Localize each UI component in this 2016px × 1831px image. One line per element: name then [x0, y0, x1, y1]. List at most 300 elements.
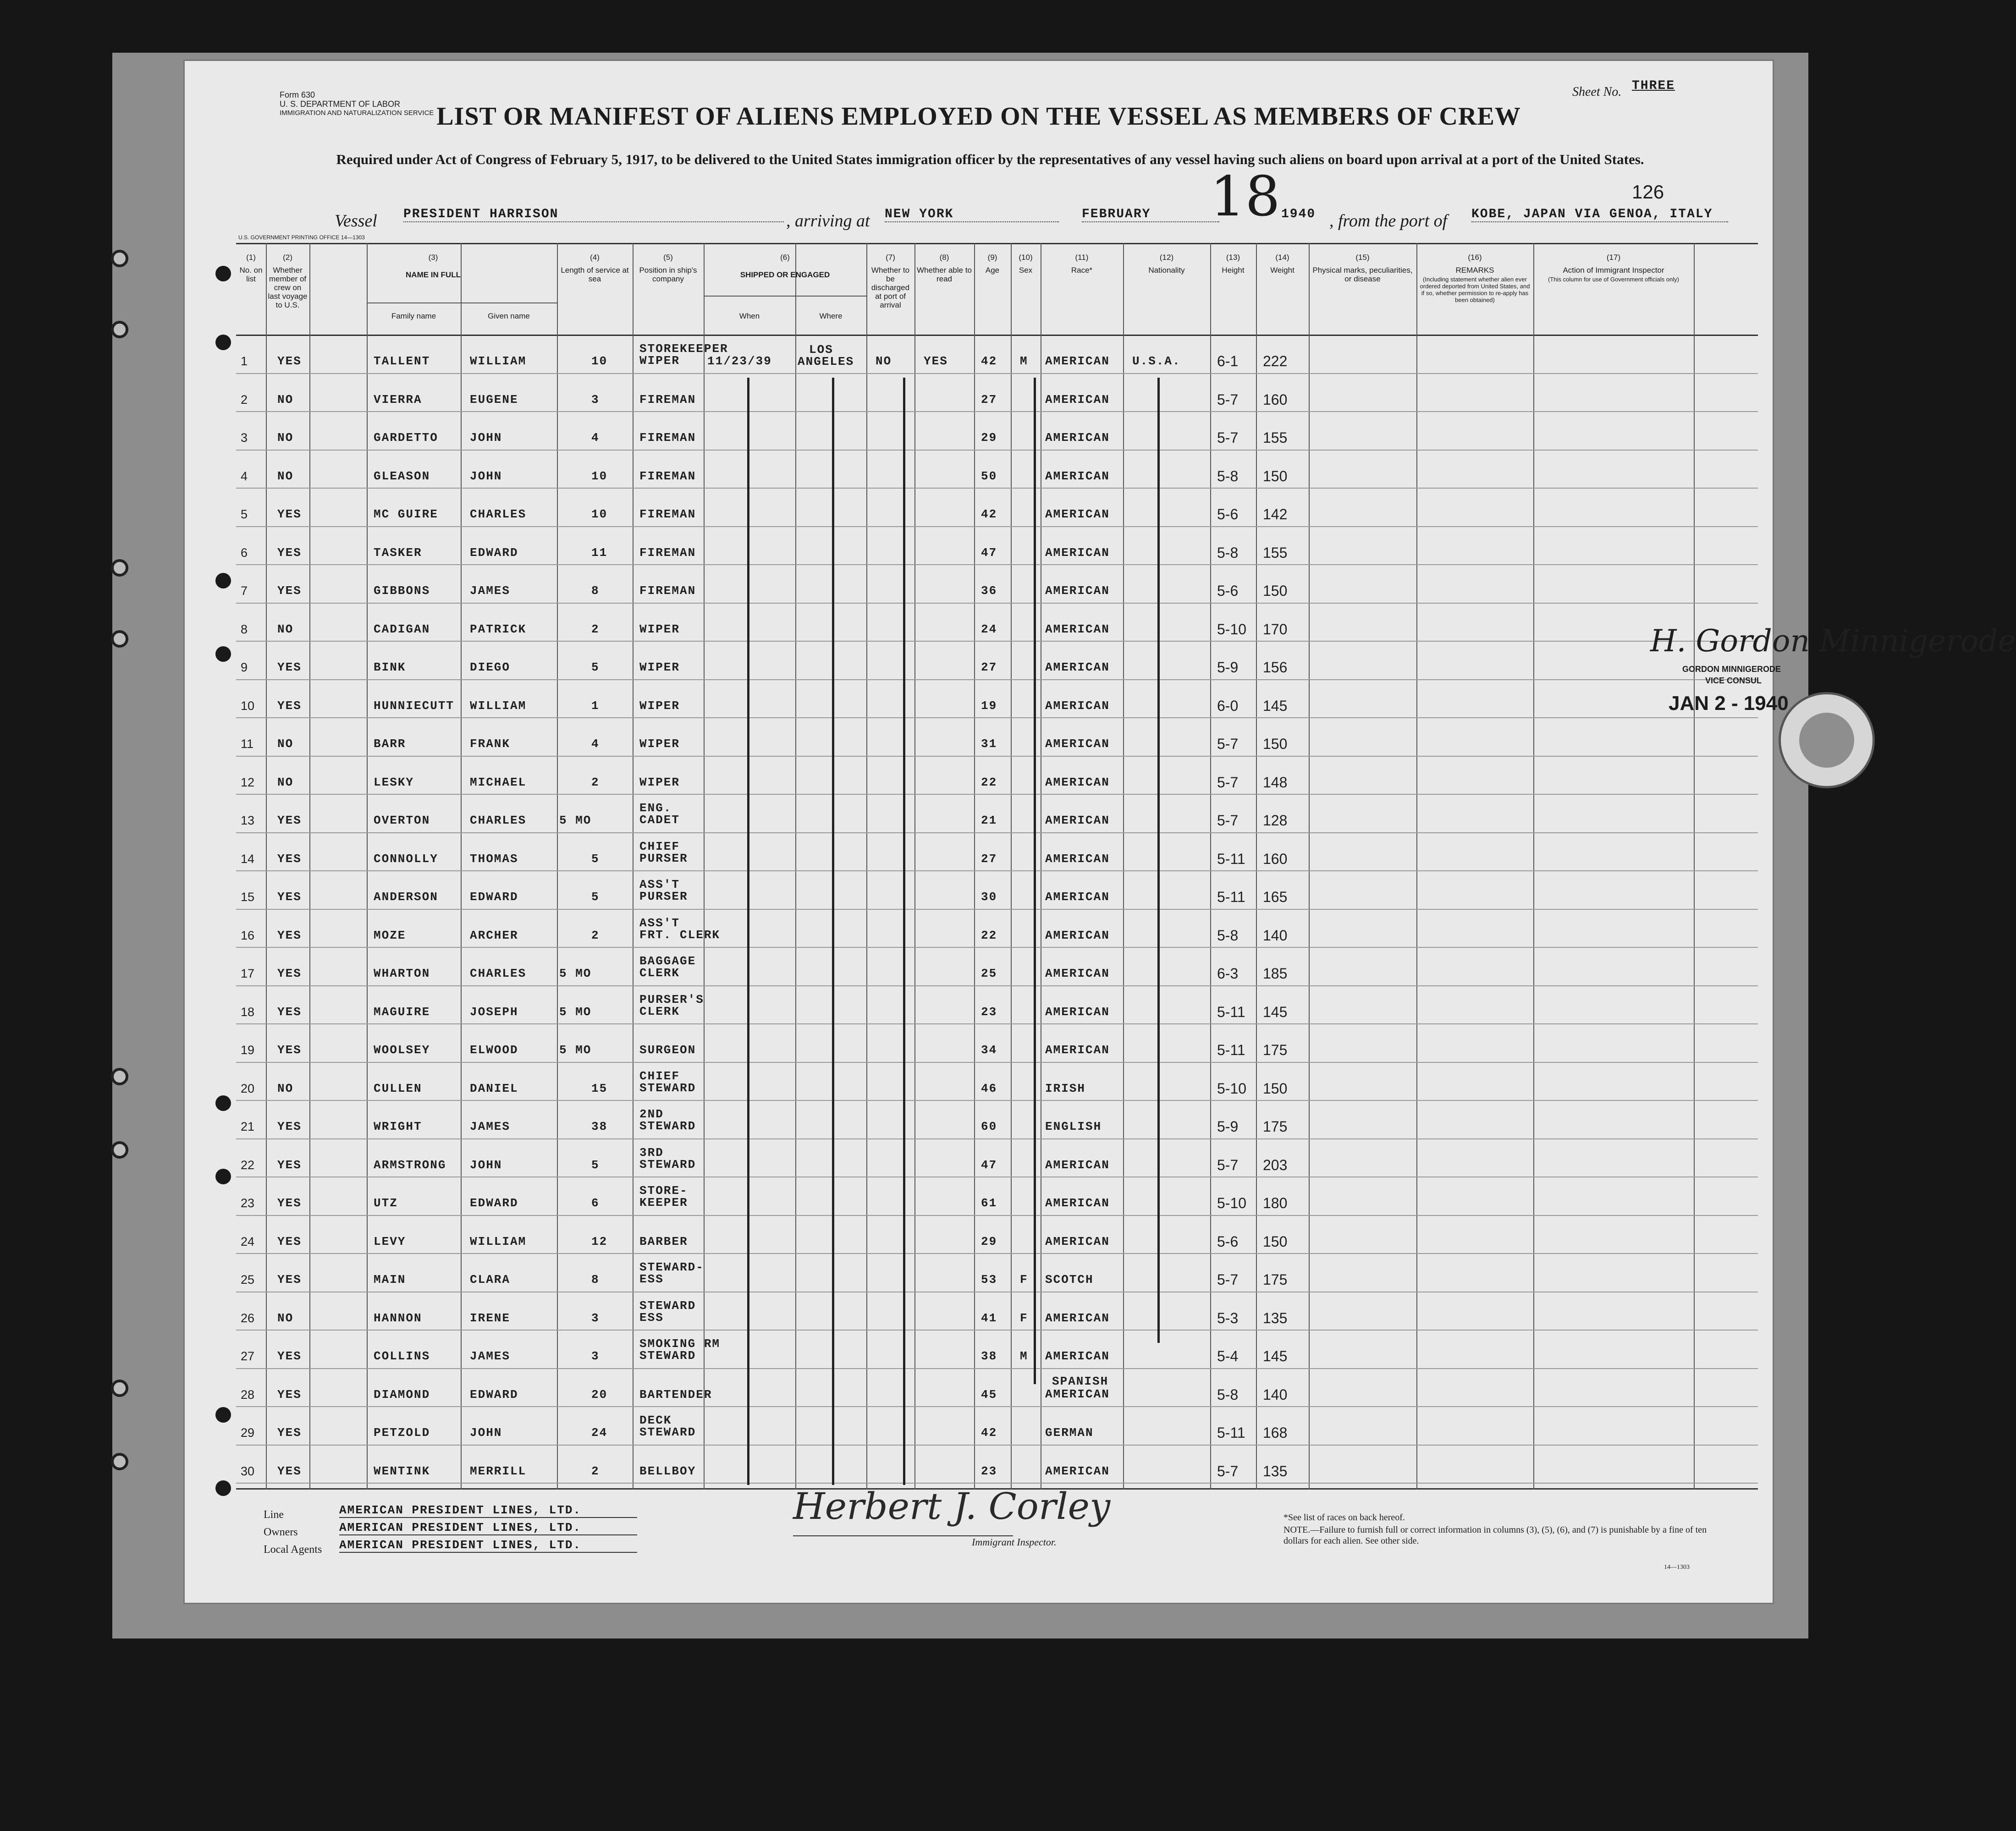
age: 21 [981, 814, 997, 827]
given-name: EDWARD [470, 1387, 518, 1402]
previous-voyage: NO [277, 1081, 294, 1095]
column-number: (2) [283, 253, 292, 262]
remarks-note: (Including statement whether alien ever ordered deported from United States, and if so, whether permission to re-apply has been obtained) [1420, 276, 1530, 303]
punch-hole [215, 266, 231, 281]
column-number: (15) [1355, 253, 1370, 262]
from-port: KOBE, JAPAN VIA GENOA, ITALY [1471, 207, 1728, 222]
race: AMERICAN [1045, 1349, 1110, 1363]
document-title: LIST OR MANIFEST OF ALIENS EMPLOYED ON THE VESSEL AS MEMBERS OF CREW [436, 102, 1521, 131]
service-length: 24 [591, 1426, 608, 1440]
column-divider [309, 243, 310, 1490]
weight: 203 [1263, 1156, 1288, 1173]
race: AMERICAN [1045, 431, 1110, 445]
given-name: EDWARD [470, 1196, 518, 1210]
race: AMERICAN [1045, 545, 1110, 560]
family-name: PETZOLD [374, 1426, 430, 1440]
position: ESS [639, 1272, 664, 1286]
given-name: WILLIAM [470, 698, 527, 713]
age: 34 [981, 1043, 997, 1057]
row-number: 13 [241, 814, 255, 827]
height: 5-11 [1217, 850, 1245, 867]
previous-voyage: YES [277, 1234, 302, 1248]
weight: 140 [1263, 927, 1288, 944]
column-divider [1309, 243, 1310, 1490]
race: AMERICAN [1045, 1158, 1110, 1172]
previous-voyage: YES [277, 1158, 302, 1172]
service-length: 15 [591, 1081, 608, 1095]
column-divider [704, 243, 705, 1490]
previous-voyage: YES [277, 354, 302, 368]
position: BARTENDER [639, 1387, 712, 1402]
column-header: SHIPPED OR ENGAGED [740, 270, 830, 279]
weight: 155 [1263, 544, 1288, 561]
family-name: MAGUIRE [374, 1005, 430, 1019]
arrival-port: NEW YORK [885, 207, 1059, 222]
height: 5-7 [1217, 391, 1239, 408]
family-name: COLLINS [374, 1349, 430, 1363]
height: 6-1 [1217, 353, 1239, 369]
age: 50 [981, 469, 997, 483]
column-number: (17) [1606, 253, 1621, 262]
service-length: 4 [591, 431, 600, 445]
row-number: 21 [241, 1120, 255, 1133]
ditto-mark [903, 378, 905, 1485]
family-name: WRIGHT [374, 1120, 422, 1133]
height: 5-11 [1217, 1042, 1245, 1058]
race: AMERICAN [1045, 392, 1110, 407]
row-number: 24 [241, 1234, 255, 1248]
position: PURSER'S [639, 992, 704, 1006]
position: WIPER [639, 698, 680, 713]
column-header: Position in ship's company [639, 266, 697, 283]
agents-value: AMERICAN PRESIDENT LINES, LTD. [339, 1538, 637, 1553]
given-name: MERRILL [470, 1464, 527, 1478]
family-name: WENTINK [374, 1464, 430, 1478]
previous-voyage: YES [277, 1387, 302, 1402]
sub-header-when: When [739, 312, 760, 320]
family-name: BINK [374, 660, 406, 674]
age: 22 [981, 928, 997, 942]
binder-hole [111, 630, 128, 648]
age: 61 [981, 1196, 997, 1210]
agents-label: Local Agents [264, 1544, 322, 1556]
row-number: 16 [241, 928, 255, 942]
given-name: EDWARD [470, 545, 518, 560]
position: STEWARD- [639, 1260, 704, 1274]
row-divider [236, 1368, 1758, 1369]
race: AMERICAN [1045, 967, 1110, 980]
height: 5-8 [1217, 544, 1239, 561]
height: 5-11 [1217, 889, 1245, 905]
weight: 160 [1263, 850, 1288, 867]
row-divider [236, 1483, 1758, 1484]
column-number: (7) [886, 253, 895, 262]
binder-hole [111, 1453, 128, 1470]
family-name: UTZ [374, 1196, 398, 1210]
row-divider [236, 1330, 1758, 1331]
previous-voyage: YES [277, 852, 302, 866]
position: PURSER [639, 851, 688, 865]
height: 5-10 [1217, 1080, 1247, 1097]
line-value: AMERICAN PRESIDENT LINES, LTD. [339, 1503, 637, 1518]
height: 5-7 [1217, 429, 1239, 446]
age: 46 [981, 1081, 997, 1095]
height: 5-9 [1217, 659, 1239, 676]
punch-hole [215, 1169, 231, 1184]
column-header: Nationality [1148, 266, 1185, 275]
given-name: WILLIAM [470, 1234, 527, 1248]
row-divider [236, 1406, 1758, 1407]
row-divider [236, 450, 1758, 451]
row-number: 10 [241, 698, 255, 713]
service-length: 6 [591, 1196, 600, 1210]
family-name: TASKER [374, 545, 422, 560]
consul-date: JAN 2 - 1940 [1669, 692, 1789, 715]
given-name: JAMES [470, 1349, 511, 1363]
consul-name: GORDON MINNIGERODE [1682, 665, 1781, 674]
given-name: JOHN [470, 1158, 502, 1172]
row-divider [236, 1062, 1758, 1063]
family-name: HANNON [374, 1311, 422, 1325]
previous-voyage: YES [277, 1196, 302, 1210]
age: 42 [981, 1426, 997, 1440]
binder-hole [111, 1380, 128, 1397]
sex: F [1020, 1273, 1028, 1287]
column-divider [266, 243, 267, 1490]
given-name: JOHN [470, 469, 502, 483]
previous-voyage: NO [277, 775, 294, 789]
row-divider [236, 564, 1758, 565]
age: 19 [981, 698, 997, 713]
previous-voyage: YES [277, 584, 302, 598]
discharged: NO [876, 354, 892, 368]
family-name: DIAMOND [374, 1387, 430, 1402]
previous-voyage: YES [277, 1120, 302, 1133]
row-divider [236, 1253, 1758, 1254]
height: 5-11 [1217, 1003, 1245, 1020]
ditto-mark [747, 378, 749, 1485]
family-name: GLEASON [374, 469, 430, 483]
position: STEWARD [639, 1349, 696, 1363]
row-divider [236, 832, 1758, 833]
column-divider [914, 243, 915, 1490]
service-length: 1 [591, 698, 600, 713]
age: 38 [981, 1349, 997, 1363]
row-divider [236, 1138, 1758, 1139]
inspector-signature: Herbert J. Corley [793, 1485, 1111, 1528]
position: WIPER [639, 354, 680, 368]
weight: 148 [1263, 774, 1288, 791]
age: 25 [981, 967, 997, 980]
weight: 150 [1263, 1233, 1288, 1250]
age: 41 [981, 1311, 997, 1325]
age: 31 [981, 737, 997, 751]
previous-voyage: NO [277, 431, 294, 445]
column-divider [557, 243, 558, 1490]
service-length: 5 [591, 890, 600, 904]
service-length: 10 [591, 354, 608, 368]
manifest-sheet [183, 60, 2016, 1604]
age: 29 [981, 1234, 997, 1248]
weight: 160 [1263, 391, 1288, 408]
column-header: Whether member of crew on last voyage to U.S. [268, 266, 308, 309]
row-divider [236, 1215, 1758, 1216]
row-divider [236, 411, 1758, 412]
given-name: CHARLES [470, 814, 527, 827]
nationality: U.S.A. [1132, 354, 1181, 368]
height: 5-7 [1217, 774, 1239, 791]
race: AMERICAN [1045, 1234, 1110, 1248]
row-number: 28 [241, 1387, 255, 1402]
age: 45 [981, 1387, 997, 1402]
service-length: 10 [591, 469, 608, 483]
race: AMERICAN [1045, 507, 1110, 521]
header-divider [704, 296, 866, 297]
service-length: 11 [591, 545, 608, 560]
row-number: 7 [241, 584, 248, 598]
family-name: CONNOLLY [374, 852, 438, 866]
sex: F [1020, 1311, 1028, 1325]
row-number: 20 [241, 1081, 255, 1095]
row-number: 1 [241, 354, 248, 368]
punch-hole [215, 573, 231, 588]
row-number: 4 [241, 469, 248, 483]
age: 47 [981, 1158, 997, 1172]
service-length: 5 MO [559, 814, 592, 827]
column-divider [1256, 243, 1257, 1490]
given-name: JOSEPH [470, 1005, 518, 1019]
sub-header-family: Family name [391, 312, 436, 320]
column-divider [1533, 243, 1534, 1490]
column-divider [1210, 243, 1211, 1490]
column-divider [367, 243, 368, 1490]
row-divider [236, 870, 1758, 871]
race: AMERICAN [1045, 814, 1110, 827]
row-number: 12 [241, 775, 255, 789]
family-name: GARDETTO [374, 431, 438, 445]
age: 27 [981, 852, 997, 866]
row-number: 29 [241, 1426, 255, 1440]
position: STEWARD [639, 1425, 696, 1439]
family-name: LEVY [374, 1234, 406, 1248]
family-name: MAIN [374, 1273, 406, 1287]
service-length: 3 [591, 1311, 600, 1325]
service: IMMIGRATION AND NATURALIZATION SERVICE [280, 109, 434, 117]
binder-hole [111, 250, 128, 267]
arrival-day: 18 [1210, 165, 1280, 229]
age: 42 [981, 354, 997, 368]
position: FIREMAN [639, 392, 696, 407]
row-number: 11 [241, 737, 254, 751]
weight: 185 [1263, 965, 1288, 982]
height: 5-10 [1217, 621, 1247, 638]
height: 5-3 [1217, 1309, 1239, 1326]
vessel-name: PRESIDENT HARRISON [403, 207, 784, 222]
family-name: LESKY [374, 775, 414, 789]
height: 5-7 [1217, 1271, 1239, 1288]
column-number: (9) [987, 253, 997, 262]
given-name: CLARA [470, 1273, 511, 1287]
column-divider [974, 243, 975, 1490]
row-number: 19 [241, 1043, 255, 1057]
row-number: 9 [241, 660, 248, 674]
row-number: 8 [241, 622, 248, 636]
punch-hole [215, 1480, 231, 1496]
position: SMOKING RM [639, 1337, 721, 1351]
family-name: ARMSTRONG [374, 1158, 446, 1172]
height: 5-8 [1217, 467, 1239, 484]
age: 30 [981, 890, 997, 904]
row-number: 3 [241, 431, 248, 445]
column-number: (16) [1468, 253, 1482, 262]
binder-hole [111, 1068, 128, 1085]
column-divider [866, 243, 867, 1490]
family-name: MC GUIRE [374, 507, 438, 521]
family-name: MOZE [374, 928, 406, 942]
race: AMERICAN [1045, 622, 1110, 636]
race: AMERICAN [1045, 698, 1110, 713]
service-length: 10 [591, 507, 608, 521]
age: 27 [981, 392, 997, 407]
column-header: REMARKS [1455, 266, 1494, 275]
family-name: GIBBONS [374, 584, 430, 598]
service-length: 4 [591, 737, 600, 751]
form-number: Form 630 [280, 90, 315, 99]
age: 23 [981, 1005, 997, 1019]
height: 5-7 [1217, 812, 1239, 829]
row-number: 22 [241, 1158, 255, 1172]
position: STORE- [639, 1184, 688, 1198]
column-number: (11) [1075, 253, 1089, 262]
sub-header-given: Given name [488, 312, 530, 320]
column-number: (14) [1275, 253, 1289, 262]
column-number: (13) [1226, 253, 1240, 262]
family-name: OVERTON [374, 814, 430, 827]
column-header: Height [1222, 266, 1245, 275]
weight: 175 [1263, 1271, 1288, 1288]
row-divider [236, 1445, 1758, 1446]
previous-voyage: YES [277, 967, 302, 980]
column-number: (12) [1159, 253, 1174, 262]
age: 42 [981, 507, 997, 521]
race: AMERICAN [1045, 660, 1110, 674]
race: GERMAN [1045, 1426, 1094, 1440]
age: 47 [981, 545, 997, 560]
service-length: 2 [591, 928, 600, 942]
age: 36 [981, 584, 997, 598]
position: FIREMAN [639, 469, 696, 483]
position: STEWARD [639, 1119, 696, 1133]
age: 60 [981, 1120, 997, 1133]
column-header: Length of service at sea [561, 266, 629, 283]
position: FIREMAN [639, 507, 696, 521]
family-name: WOOLSEY [374, 1043, 430, 1057]
owners-value: AMERICAN PRESIDENT LINES, LTD. [339, 1521, 637, 1535]
previous-voyage: NO [277, 392, 294, 407]
shipped-where: ANGELES [798, 355, 854, 368]
previous-voyage: NO [277, 737, 294, 751]
sub-header-where: Where [819, 312, 843, 320]
position: 2ND [639, 1107, 664, 1121]
height: 5-8 [1217, 1386, 1239, 1403]
column-divider [1011, 243, 1012, 1490]
position: WIPER [639, 622, 680, 636]
shipped-where: LOS [809, 343, 833, 357]
previous-voyage: YES [277, 660, 302, 674]
previous-voyage: YES [277, 545, 302, 560]
weight: 145 [1263, 697, 1288, 714]
row-divider [236, 1100, 1758, 1101]
given-name: IRENE [470, 1311, 511, 1325]
column-number: (4) [590, 253, 600, 262]
given-name: PATRICK [470, 622, 527, 636]
service-length: 5 MO [559, 1005, 592, 1019]
race: AMERICAN [1045, 852, 1110, 866]
column-divider [1123, 243, 1124, 1490]
position: WIPER [639, 775, 680, 789]
vessel-label: Vessel [335, 211, 377, 231]
service-length: 8 [591, 584, 600, 598]
previous-voyage: NO [277, 1311, 294, 1325]
printing-office: U.S. GOVERNMENT PRINTING OFFICE 14—1303 [238, 234, 365, 241]
department: U. S. DEPARTMENT OF LABOR [280, 99, 401, 109]
service-length: 5 MO [559, 967, 592, 980]
previous-voyage: YES [277, 507, 302, 521]
column-header: Physical marks, peculiarities, or disease [1312, 266, 1413, 283]
header-divider [367, 302, 557, 303]
position: CLERK [639, 1004, 680, 1018]
weight: 150 [1263, 583, 1288, 599]
column-number: (8) [939, 253, 949, 262]
family-name: CADIGAN [374, 622, 430, 636]
column-header: Sex [1019, 266, 1033, 275]
previous-voyage: YES [277, 814, 302, 827]
action-note: (This column for use of Government officials only) [1548, 276, 1679, 283]
height: 5-4 [1217, 1348, 1239, 1364]
height: 5-6 [1217, 1233, 1239, 1250]
row-number: 26 [241, 1311, 255, 1325]
previous-voyage: YES [277, 1273, 302, 1287]
column-number: (1) [246, 253, 256, 262]
given-name: JAMES [470, 1120, 511, 1133]
punch-hole [215, 1095, 231, 1111]
race: AMERICAN [1045, 1043, 1110, 1057]
weight: 180 [1263, 1195, 1288, 1211]
row-divider [236, 488, 1758, 489]
sheet-label: Sheet No. [1572, 85, 1622, 99]
column-header: Age [985, 266, 1000, 275]
position: ASS'T [639, 916, 680, 930]
weight: 170 [1263, 621, 1288, 638]
document-subtitle: Required under Act of Congress of February 5, 1917, to be delivered to the United States immigration officer by the representatives of any vessel having such aliens on board upon arrival at a port of the United States. [336, 151, 1644, 167]
row-number: 15 [241, 890, 255, 904]
consul-signature: H. Gordon Minnigerode [1650, 623, 2016, 659]
column-header: Race* [1071, 266, 1093, 275]
given-name: JOHN [470, 431, 502, 445]
family-name: VIERRA [374, 392, 422, 407]
given-name: JAMES [470, 584, 511, 598]
given-name: ELWOOD [470, 1043, 518, 1057]
position: CHIEF [639, 839, 680, 853]
column-header: Whether to be discharged at port of arrival [871, 266, 910, 309]
row-divider [236, 373, 1758, 374]
row-divider [236, 756, 1758, 757]
given-name: WILLIAM [470, 354, 527, 368]
service-length: 5 [591, 660, 600, 674]
column-number: (6) [780, 253, 790, 262]
penalty-note: NOTE.—Failure to furnish full or correct information in columns (3), (5), (6), and (7) is punishable by a fine of ten dollars for each alien. See other side. [1283, 1525, 1707, 1546]
row-number: 27 [241, 1349, 255, 1363]
